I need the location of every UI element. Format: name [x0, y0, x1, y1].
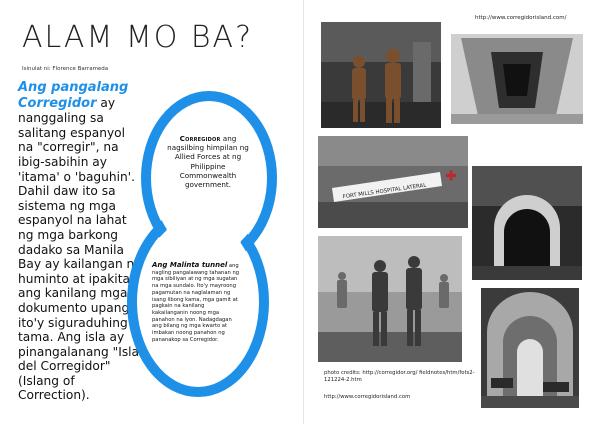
byline: Isinulat ni: Florence Barrameda: [22, 66, 109, 72]
hospital-sign-text: FORT MILLS HOSPITAL LATERAL: [342, 182, 427, 201]
tunnel-interior-photo: [481, 288, 579, 408]
hospital-lateral-photo: [318, 136, 468, 228]
malinta-note-lead: Ang Malinta tunnel: [152, 261, 228, 269]
corregidor-note: [166, 134, 250, 189]
malinta-note-body: ang nagling pangalawang tahanan ng mga sibiliyan at ng mga sugatan na mga sundalo. Ito'y mayroong pagamutan na naglalaman ng isang libong kama, mga gamit at pagkain na kanilang kakailanganin noong mga panahon na iyon. Nadagdagan ang bilang ng mga kwarto at imbakan noong panahon ng pananakop sa Corregidor.: [152, 263, 240, 343]
main-highlight: Ang pangalang Corregidor: [18, 80, 129, 111]
source-url-bottom[interactable]: http://www.corregidorisland.com: [324, 394, 411, 400]
tunnel-entrance-photo: [451, 34, 583, 124]
corregidor-note-body: ang nagsilbing himpilan ng Allied Forces at ng Philippine Commonwealth government.: [167, 134, 249, 190]
main-body: ay nanggaling sa salitang espanyol na "corregir", na ibig-sabihin ay 'itama' o 'baguhin'. Dahil daw ito sa sistema ng mga espanyol na lahat ng mga barkong dadako sa Manila Bay ay kailangan na huminto at ipakita ang kanilang mga dokumento upang ito'y siguraduhing tama. Ang isla ay pinangalanang "Isla del Corregidor" (Islang of Correction).: [18, 95, 142, 403]
statues-photo: [321, 22, 441, 128]
page-title: ALAM MO BA?: [22, 20, 253, 55]
soldiers-walking-photo: [318, 236, 462, 362]
tunnel-portal-photo: [472, 166, 582, 280]
source-url-top[interactable]: http://www.corregidorisland.com/: [475, 15, 567, 21]
malinta-note: [152, 262, 242, 343]
photo-credit: photo credits: http://corregidor.org/ fieldnotes/htm/fots2-121224-2.htm: [324, 370, 475, 383]
corregidor-note-lead: Corregidor: [179, 134, 221, 143]
